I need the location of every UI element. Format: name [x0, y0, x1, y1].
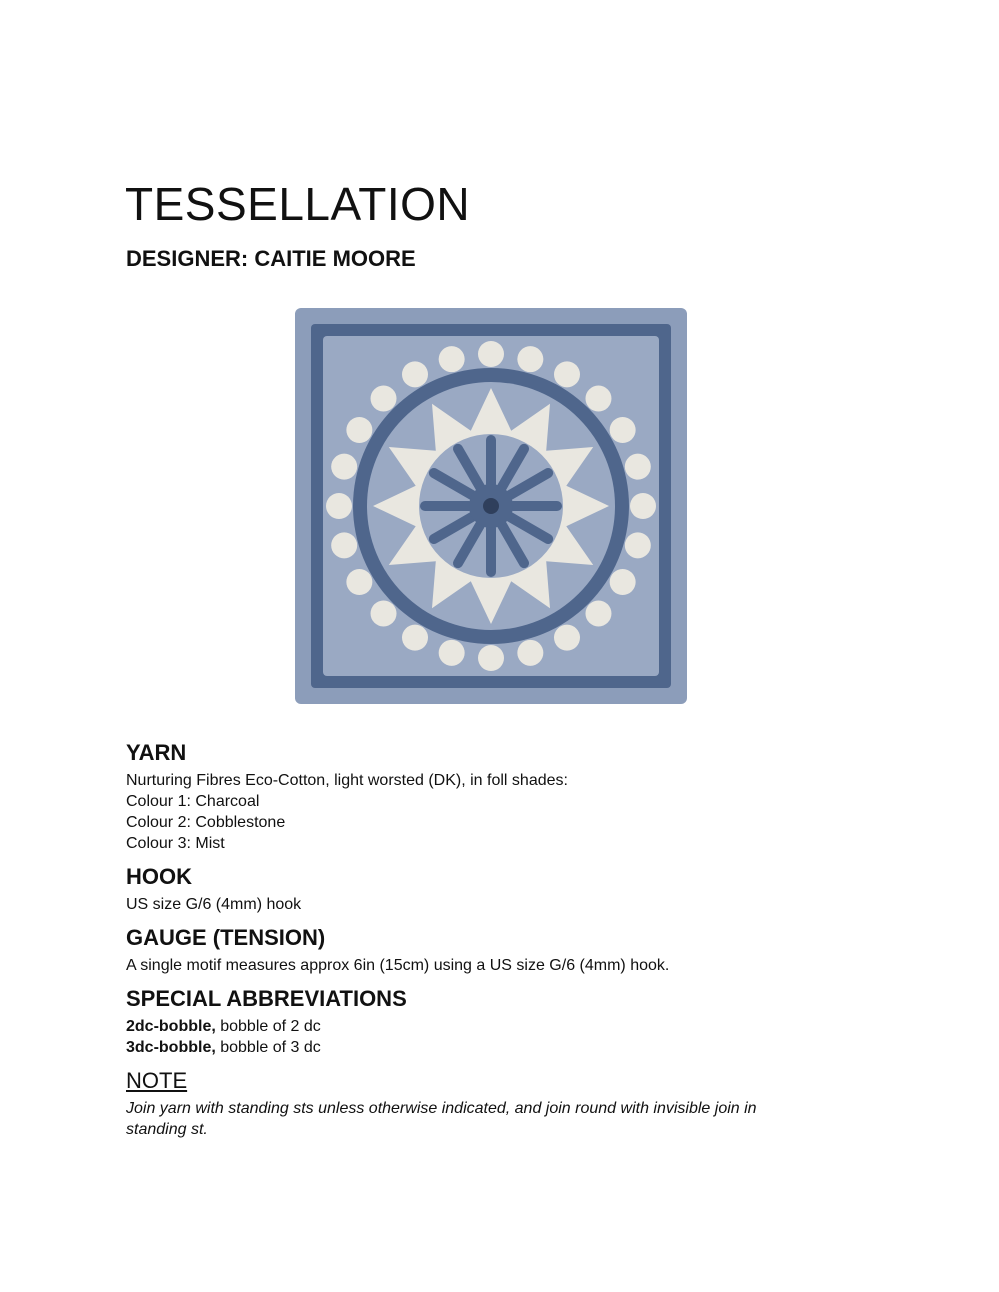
bobble: [610, 417, 636, 443]
bobble: [625, 532, 651, 558]
gauge-section: [126, 923, 866, 976]
abbreviation-item: [126, 1016, 866, 1037]
bobble: [402, 361, 428, 387]
pattern-details: [126, 738, 866, 1148]
bobble: [517, 346, 543, 372]
hook-heading: HOOK: [126, 864, 192, 889]
bobble: [402, 625, 428, 651]
bobble: [371, 386, 397, 412]
bobble: [625, 454, 651, 480]
abbreviation-definition: bobble of 2 dc: [215, 1018, 321, 1035]
gauge-heading: GAUGE (TENSION): [126, 925, 326, 950]
bobble: [585, 386, 611, 412]
bobble: [517, 640, 543, 666]
bobble: [554, 625, 580, 651]
yarn-line: Colour 2: Cobblestone: [126, 814, 286, 831]
designer-credit: DESIGNER: CAITIE MOORE: [126, 246, 416, 271]
hook-section: [126, 862, 866, 915]
note-line: standing st.: [126, 1121, 208, 1138]
bobble: [478, 645, 504, 671]
abbreviations-heading: SPECIAL ABBREVIATIONS: [126, 986, 407, 1011]
note-line: Join yarn with standing sts unless otherwise indicated, and join round with invisible join in: [126, 1100, 757, 1117]
bobble: [331, 454, 357, 480]
bobble: [585, 600, 611, 626]
yarn-heading: YARN: [126, 740, 187, 765]
abbreviation-definition: bobble of 3 dc: [215, 1039, 321, 1056]
bobble: [331, 532, 357, 558]
yarn-line: Colour 1: Charcoal: [126, 793, 260, 810]
motif-center-hole: [483, 498, 499, 514]
bobble: [326, 493, 352, 519]
bobble: [439, 640, 465, 666]
bobble: [439, 346, 465, 372]
crochet-motif-image: [293, 306, 689, 706]
note-section: [126, 1066, 866, 1140]
bobble: [610, 569, 636, 595]
page-title: TESSELLATION: [125, 178, 471, 230]
yarn-line: Nurturing Fibres Eco-Cotton, light worsted (DK), in foll shades:: [126, 772, 568, 789]
yarn-line: Colour 3: Mist: [126, 835, 225, 852]
yarn-section: [126, 738, 866, 854]
gauge-line: A single motif measures approx 6in (15cm) using a US size G/6 (4mm) hook.: [126, 957, 670, 974]
bobble: [630, 493, 656, 519]
bobble: [346, 417, 372, 443]
bobble: [346, 569, 372, 595]
bobble: [478, 341, 504, 367]
bobble: [371, 600, 397, 626]
abbreviation-term: 3dc-bobble,: [126, 1039, 216, 1056]
bobble: [554, 361, 580, 387]
hook-line: US size G/6 (4mm) hook: [126, 896, 302, 913]
abbreviation-term: 2dc-bobble,: [126, 1018, 216, 1035]
crochet-square-illustration: [293, 306, 689, 706]
note-heading: NOTE: [126, 1068, 188, 1093]
abbreviation-item: [126, 1037, 866, 1058]
abbreviations-section: [126, 984, 866, 1058]
